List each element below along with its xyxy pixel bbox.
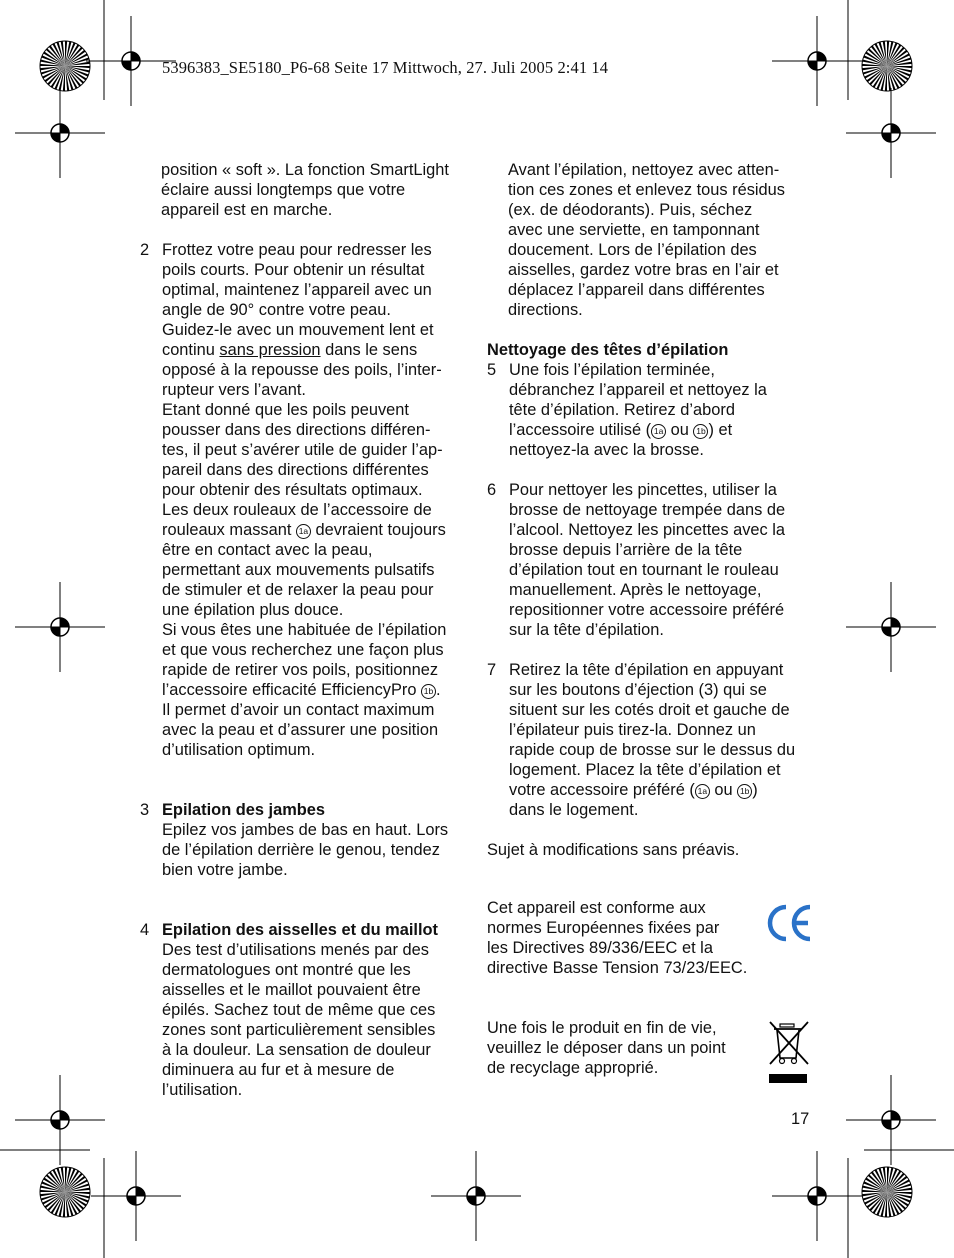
text-line: directive Basse Tension 73/23/EEC. xyxy=(487,959,748,977)
intro-line: appareil est en marche. xyxy=(161,201,333,219)
text-line: Les deux rouleaux de l’accessoire de xyxy=(162,501,432,519)
text-line: Des test d’utilisations menés par des xyxy=(162,941,429,959)
starburst-target-icon xyxy=(40,41,90,91)
text-fragment: ) xyxy=(752,781,758,799)
starburst-target-icon xyxy=(40,1167,90,1217)
text-line: directions. xyxy=(508,301,583,319)
text-fragment: dans le sens xyxy=(320,341,418,359)
text-line: repositionner votre accessoire préféré xyxy=(509,601,785,619)
circled-1a-icon: 1a xyxy=(296,524,311,539)
text-line: pareil dans des directions différentes xyxy=(162,461,429,479)
section-heading: Epilation des jambes xyxy=(162,801,326,819)
step-3 xyxy=(140,800,470,880)
text-line: nettoyez-la avec la brosse. xyxy=(509,441,704,459)
circled-1b-icon: 1b xyxy=(693,424,708,439)
text-line: les Directives 89/336/EEC et la xyxy=(487,939,713,957)
right-column xyxy=(487,160,817,860)
step-number: 7 xyxy=(487,661,497,679)
text-line: Une fois le produit en fin de vie, xyxy=(487,1019,717,1037)
text-fragment: rouleaux massant xyxy=(162,521,296,539)
step-number: 3 xyxy=(140,801,150,819)
text-line: sur les boutons d’éjection (3) qui se xyxy=(509,681,767,699)
text-line: angle de 90° contre votre peau. xyxy=(162,301,391,319)
text-line: diminuera au fur et à mesure de xyxy=(162,1061,395,1079)
text-line: Une fois l’épilation terminée, xyxy=(509,361,715,379)
circled-1b-icon: 1b xyxy=(737,784,752,799)
text-line: (ex. de déodorants). Puis, séchez xyxy=(508,201,753,219)
crossed-bin-icon xyxy=(768,1020,812,1086)
recycling-text xyxy=(487,1018,726,1078)
text-line: tion ces zones et enlevez tous résidus xyxy=(508,181,785,199)
text-line: brosse de nettoyage trempée dans de xyxy=(509,501,786,519)
text-line: de recyclage approprié. xyxy=(487,1059,659,1077)
text-line: situent sur les cotés droit et gauche de xyxy=(509,701,790,719)
page-number: 17 xyxy=(791,1110,810,1128)
text-line: rapide coup de brosse sur le dessus du xyxy=(509,741,796,759)
step-6 xyxy=(487,480,817,640)
text-line: rupteur vers l’avant. xyxy=(162,381,306,399)
underlined-emphasis: sans pression xyxy=(219,341,321,359)
starburst-target-icon xyxy=(862,1167,912,1217)
text-line: d’utilisation optimum. xyxy=(162,741,316,759)
text-line: avec une serviette, en tamponnant xyxy=(508,221,760,239)
step-number: 5 xyxy=(487,361,497,379)
text-line xyxy=(509,780,795,800)
step-2 xyxy=(140,240,470,760)
text-line: zones sont particulièrement sensibles xyxy=(162,1021,436,1039)
text-line: opposé à la repousse des poils, l’inter- xyxy=(162,361,442,379)
text-line: débranchez l’appareil et nettoyez la xyxy=(509,381,767,399)
text-line: manuellement. Après le nettoyage, xyxy=(509,581,762,599)
text-line: optimal, maintenez l’appareil avec un xyxy=(162,281,432,299)
text-line: avec la peau et d’assurer une position xyxy=(162,721,439,739)
text-line: Guidez-le avec un mouvement lent et xyxy=(162,321,434,339)
text-line: et que vous recherchez une façon plus xyxy=(162,641,444,659)
text-line: doucement. Lors de l’épilation des xyxy=(508,241,757,259)
starburst-target-icon xyxy=(862,41,912,91)
text-line: tes, il peut s’avérer utile de guider l’ap- xyxy=(162,441,443,459)
text-fragment: devraient toujours xyxy=(310,521,446,539)
intro-line: position « soft ». La fonction SmartLight xyxy=(161,161,449,179)
text-line: l’épilateur puis tirez-la. Donnez un xyxy=(509,721,756,739)
text-line: normes Européennes fixées par xyxy=(487,919,720,937)
text-fragment: votre accessoire préféré ( xyxy=(509,781,695,799)
text-line: pousser dans des directions différen- xyxy=(162,421,431,439)
step-number: 2 xyxy=(140,241,150,259)
text-line: d’épilation tout en tournant le rouleau xyxy=(509,561,779,579)
text-line: Frottez votre peau pour redresser les xyxy=(162,241,432,259)
text-line: Retirez la tête d’épilation en appuyant xyxy=(509,661,784,679)
text-line: logement. Placez la tête d’épilation et xyxy=(509,761,781,779)
text-line: Si vous êtes une habituée de l’épilation xyxy=(162,621,447,639)
text-fragment: ) et xyxy=(708,421,733,439)
text-line: à la douleur. La sensation de douleur xyxy=(162,1041,431,1059)
text-line: déplacez l’appareil dans différentes xyxy=(508,281,765,299)
text-line: Etant donné que les poils peuvent xyxy=(162,401,409,419)
text-line: Il permet d’avoir un contact maximum xyxy=(162,701,435,719)
intro-line: éclaire aussi longtemps que votre xyxy=(161,181,406,199)
circled-1a-icon: 1a xyxy=(651,424,666,439)
text-line: poils courts. Pour obtenir un résultat xyxy=(162,261,425,279)
text-fragment: ou xyxy=(709,781,738,799)
text-line: pour obtenir des résultats optimaux. xyxy=(162,481,423,499)
step-number: 6 xyxy=(487,481,497,499)
text-line: aisselles et le maillot pouvaient être xyxy=(162,981,421,999)
text-fragment: continu xyxy=(162,341,220,359)
text-line: dermatologues ont montré que les xyxy=(162,961,411,979)
text-line: sur la tête d’épilation. xyxy=(509,621,664,639)
text-line: une épilation plus douce. xyxy=(162,601,344,619)
step-number: 4 xyxy=(140,921,150,939)
modification-notice: Sujet à modifications sans préavis. xyxy=(487,841,740,859)
text-line: rapide de retirer vos poils, positionnez xyxy=(162,661,439,679)
step-7 xyxy=(487,660,817,820)
text-line: permettant aux mouvements pulsatifs xyxy=(162,561,435,579)
text-line: Epilez vos jambes de bas en haut. Lors xyxy=(162,821,449,839)
text-line: de stimuler et de relaxer la peau pour xyxy=(162,581,434,599)
text-line xyxy=(162,680,446,700)
section-heading: Epilation des aisselles et du maillot xyxy=(162,921,438,939)
print-slug-header: 5396383_SE5180_P6-68 Seite 17 Mittwoch, 27. Juli 2005 2:41 14 xyxy=(162,58,609,77)
left-column xyxy=(140,160,470,1100)
text-line: épilés. Sachez tout de même que ces xyxy=(162,1001,436,1019)
step-4 xyxy=(140,920,470,1100)
text-line: bien votre jambe. xyxy=(162,861,288,879)
text-fragment: l’accessoire efficacité EfficiencyPro xyxy=(162,681,422,699)
text-line: dans le logement. xyxy=(509,801,639,819)
text-line: de l’épilation derrière le genou, tendez xyxy=(162,841,440,859)
circled-1a-icon: 1a xyxy=(695,784,710,799)
text-line: l’alcool. Nettoyez les pincettes avec la xyxy=(509,521,786,539)
text-line: être en contact avec la peau, xyxy=(162,541,373,559)
text-line xyxy=(162,340,446,360)
ce-mark-icon xyxy=(765,901,813,945)
text-line xyxy=(509,420,767,440)
text-line: veuillez le déposer dans un point xyxy=(487,1039,726,1057)
text-line: brosse depuis l’arrière de la tête xyxy=(509,541,743,559)
text-line: Avant l’épilation, nettoyez avec atten- xyxy=(508,161,780,179)
circled-1b-icon: 1b xyxy=(421,684,436,699)
section-heading: Nettoyage des têtes d’épilation xyxy=(487,341,729,359)
text-fragment: l’accessoire utilisé ( xyxy=(509,421,652,439)
text-line: tête d’épilation. Retirez d’abord xyxy=(509,401,735,419)
text-line: Pour nettoyer les pincettes, utiliser la xyxy=(509,481,777,499)
text-fragment: ou xyxy=(666,421,694,439)
text-line: Cet appareil est conforme aux xyxy=(487,899,706,917)
step-5 xyxy=(487,360,817,460)
text-line: l’utilisation. xyxy=(162,1081,243,1099)
ce-conformity-text xyxy=(487,898,747,978)
text-line: aisselles, gardez votre bras en l’air et xyxy=(508,261,779,279)
text-fragment: . xyxy=(436,681,441,699)
text-line xyxy=(162,520,446,540)
